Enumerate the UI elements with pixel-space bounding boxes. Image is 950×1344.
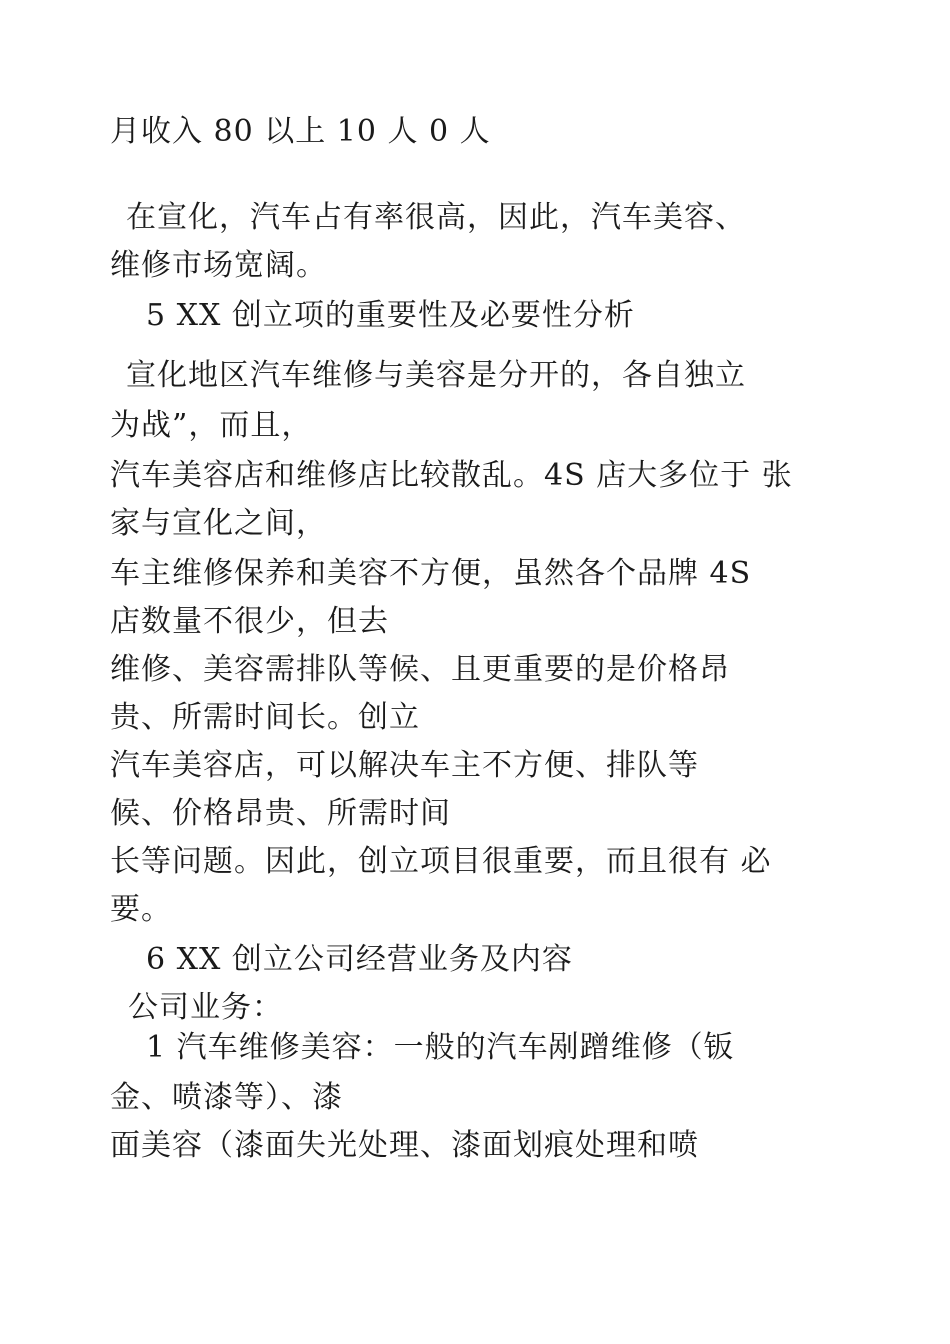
paragraph-line: 长等问题。因此，创立项目很重要，而且很有 必 (110, 844, 772, 879)
paragraph-line: 维修市场宽阔。 (110, 248, 327, 283)
list-item-continuation: 金、喷漆等）、漆 (110, 1080, 343, 1115)
section-heading: 5 XX 创立项的重要性及必要性分析 (146, 298, 635, 333)
paragraph-line: 汽车美容店，可以解决车主不方便、排队等 (110, 748, 699, 783)
paragraph-line: 候、价格昂贵、所需时间 (110, 796, 451, 831)
paragraph-line: 汽车美容店和维修店比较散乱。4S 店大多位于 张 (110, 458, 793, 493)
paragraph-line: 在宣化，汽车占有率很高，因此，汽车美容、 (126, 200, 746, 235)
paragraph-line: 宣化地区汽车维修与美容是分开的，各自独立 (126, 358, 746, 393)
subheading: 公司业务： (128, 990, 283, 1025)
text-line: 月收入 80 以上 10 人 0 人 (110, 114, 491, 149)
paragraph-line: 维修、美容需排队等候、且更重要的是价格昂 (110, 652, 730, 687)
paragraph-line: 要。 (110, 892, 172, 927)
paragraph-line: 店数量不很少，但去 (110, 604, 389, 639)
list-item-continuation: 面美容（漆面失光处理、漆面划痕处理和喷 (110, 1128, 699, 1163)
paragraph-line: 为战”，而且， (110, 408, 313, 443)
paragraph-line: 贵、所需时间长。创立 (110, 700, 420, 735)
list-item: 1 汽车维修美容：一般的汽车剐蹭维修（钣 (146, 1030, 735, 1065)
paragraph-line: 车主维修保养和美容不方便，虽然各个品牌 4S (110, 556, 752, 591)
paragraph-line: 家与宣化之间， (110, 506, 327, 541)
section-heading: 6 XX 创立公司经营业务及内容 (146, 942, 573, 977)
